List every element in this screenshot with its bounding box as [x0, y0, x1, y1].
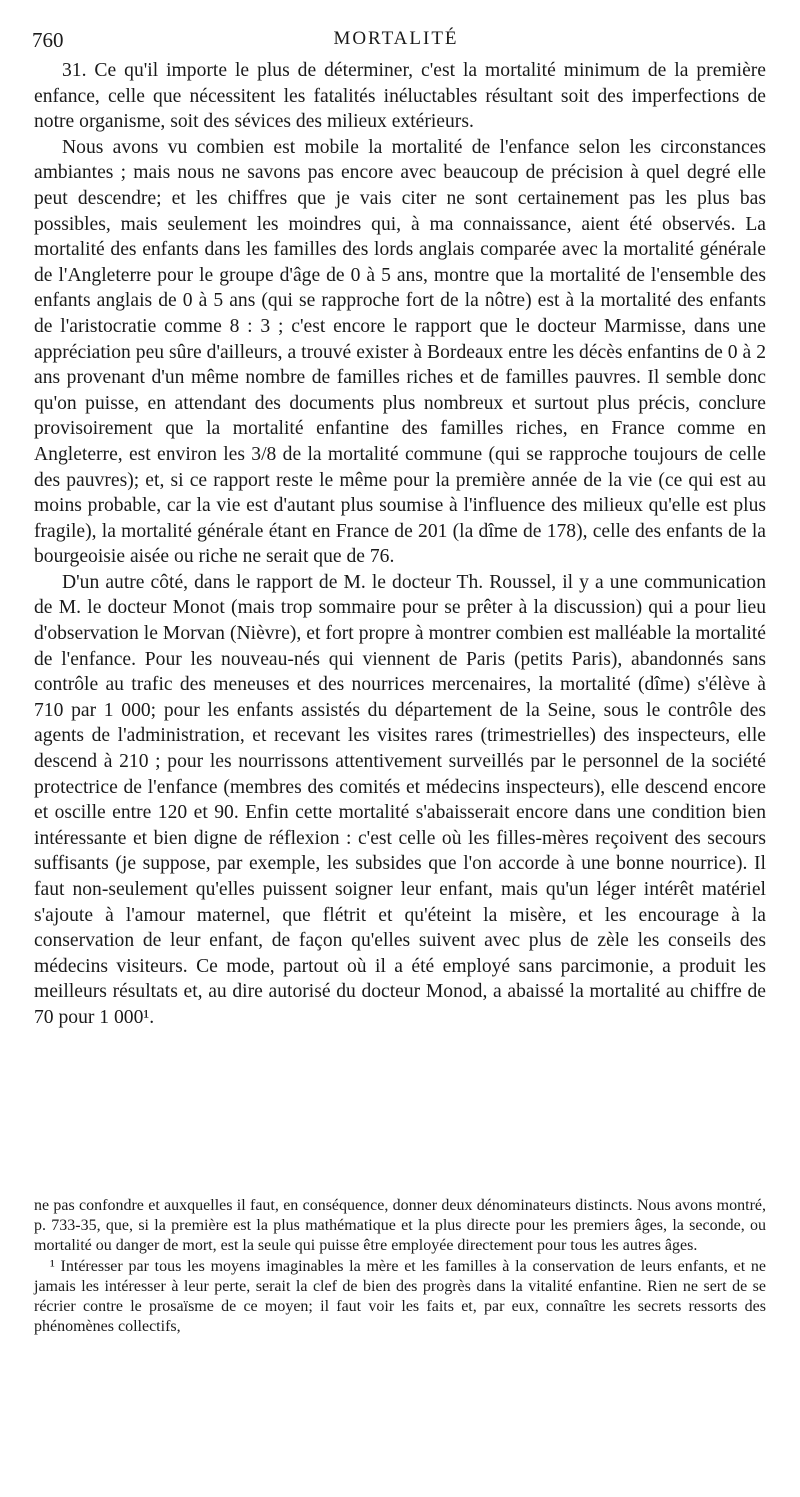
paragraph-morvan-observation: D'un autre côté, dans le rapport de M. le docteur Th. Roussel, il y a une communication de M. le docteur Monot (mais trop sommaire pour se prêter à la discussion) qui a pour lieu d'observation le Morvan (Nièvre), et fort propre à montrer combien est malléable la mortalité de l'enfance. Pour les nouveau-nés qui viennent de Paris (petits Paris), abandonnés sans contrôle au trafic des meneuses et des nourrices mercenaires, la mortalité (dîme) s'élève à 710 par 1 000; pour les enfants assistés du département de la Seine, sous le contrôle des agents de l'administration, et recevant les visites rares (trimestrielles) des inspecteurs, elle descend à 210 ; pour les nourrissons attentivement surveillés par le personnel de la société protectrice de l'enfance (membres des comités et médecins inspecteurs), elle descend encore et oscille entre 120 et 90. Enfin cette mortalité s'abaisserait encore dans une condition bien intéressante et bien digne de réflexion : c'est celle où les filles-mères reçoivent des secours suffisants (je suppose, par exemple, les subsides que l'on accorde à une bonne nourrice). Il faut non-seulement qu'elles puissent soigner leur enfant, mais qu'un léger intérêt matériel s'ajoute à l'amour maternel, que flétrit et qu'éteint la misère, et les encourage à la conservation de leur enfant, de façon qu'elles suivent avec plus de zèle les conseils des médecins visiteurs. Ce mode, partout où il a été employé sans parcimonie, a produit les meilleurs résultats et, au dire autorisé du docteur Monod, a abaissé la mortalité au chiffre de 70 pour 1 000¹.: [34, 571, 766, 1028]
main-text: [34, 58, 766, 1031]
running-title: MORTALITÉ: [333, 28, 459, 49]
footnotes: [34, 1196, 766, 1337]
paragraph-child-mortality-rich-families: Nous avons vu combien est mobile la mortalité de l'enfance selon les circonstances ambiantes ; mais nous ne savons pas encore avec beaucoup de précision à quel degré elle peut descendre; et les chiffres que je vais citer ne sont certainement pas les plus bas possibles, mais seulement les moindres qui, à ma connaissance, aient été observés. La mortalité des enfants dans les familles des lords anglais comparée avec la mortalité générale de l'Angleterre pour le groupe d'âge de 0 à 5 ans, montre que la mortalité de l'ensemble des enfants anglais de 0 à 5 ans (qui se rapproche fort de la nôtre) est à la mortalité des enfants de l'aristocratie comme 8 : 3 ; c'est encore le rapport que le docteur Marmisse, dans une appréciation peu sûre d'ailleurs, a trouvé exister à Bordeaux entre les décès enfantins de 0 à 2 ans provenant d'un même nombre de familles riches et de familles pauvres. Il semble donc qu'on puisse, en attendant des documents plus nombreux et surtout plus précis, conclure provisoirement que la mortalité enfantine des familles riches, en France comme en Angleterre, est environ les 3/8 de la mortalité commune (qui se rapproche toujours de celle des pauvres); et, si ce rapport reste le même pour la première année de la vie (ce qui est au moins probable, car la vie est d'autant plus soumise à l'influence des milieux qu'elle est plus fragile), la mortalité générale étant en France de 201 (la dîme de 178), celle des enfants de la bourgeoisie aisée ou riche ne serait que de 76.: [34, 136, 766, 568]
page-number: 760: [32, 28, 64, 52]
page-header: [32, 28, 760, 54]
footnote-continuation: ne pas confondre et auxquelles il faut, en conséquence, donner deux dénominateurs distincts. Nous avons montré, p. 733-35, que, si la première est la plus mathématique et la plus directe pour les premiers âges, la seconde, ou mortalité ou danger de mort, est la seule qui puisse être employée directement pour tous les autres âges.: [34, 1197, 766, 1255]
footnote-1: ¹ Intéresser par tous les moyens imaginables la mère et les familles à la conservation de leurs enfants, et ne jamais les intéresser à leur perte, serait la clef de bien des progrès dans la vitalité enfantine. Rien ne sert de se récrier contre le prosaïsme de ce moyen; il faut voir les faits et, par eux, connaître les secrets ressorts des phénomènes collectifs,: [34, 1257, 766, 1336]
paragraph-section-31: 31. Ce qu'il importe le plus de déterminer, c'est la mortalité minimum de la première enfance, celle que nécessitent les fatalités inéluctables résultant soit des imperfections de notre organisme, soit des sévices des milieux extérieurs.: [34, 60, 766, 133]
